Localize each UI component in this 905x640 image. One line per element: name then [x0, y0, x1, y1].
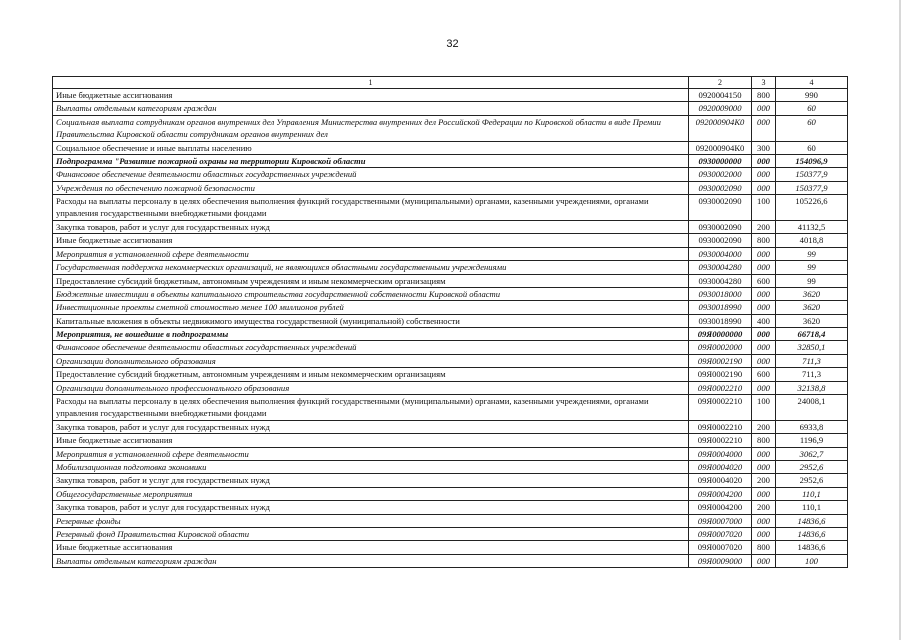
row-vr-cell: 800: [752, 89, 776, 102]
row-name-cell: Мероприятия, не вошедшие в подпрограммы: [53, 328, 689, 341]
row-name-cell: Организации дополнительного профессионального образования: [53, 381, 689, 394]
row-vr-cell: 000: [752, 487, 776, 500]
table-row: [53, 115, 848, 141]
row-vr-cell: 000: [752, 354, 776, 367]
row-code-cell: 09Я0002190: [689, 354, 752, 367]
table-row: [53, 328, 848, 341]
row-name-cell: Закупка товаров, работ и услуг для государственных нужд: [53, 474, 689, 487]
row-amount-cell: 4018,8: [776, 234, 848, 247]
row-amount-cell: 150377,9: [776, 168, 848, 181]
row-amount-cell: 99: [776, 261, 848, 274]
row-code-cell: 0930018990: [689, 314, 752, 327]
row-code-cell: 0920004150: [689, 89, 752, 102]
row-code-cell: 09Я0002210: [689, 434, 752, 447]
table-row: [53, 487, 848, 500]
row-amount-cell: 3620: [776, 314, 848, 327]
row-amount-cell: 100: [776, 554, 848, 567]
table-row: [53, 447, 848, 460]
row-code-cell: 09Я0002190: [689, 368, 752, 381]
table-row: [53, 274, 848, 287]
row-vr-cell: 000: [752, 301, 776, 314]
row-vr-cell: 000: [752, 514, 776, 527]
header-col-2: 2: [689, 77, 752, 89]
row-amount-cell: 60: [776, 102, 848, 115]
row-vr-cell: 100: [752, 395, 776, 421]
row-amount-cell: 14836,6: [776, 541, 848, 554]
row-vr-cell: 200: [752, 420, 776, 433]
table-row: [53, 247, 848, 260]
row-name-cell: Иные бюджетные ассигнования: [53, 541, 689, 554]
table-row: [53, 195, 848, 221]
row-vr-cell: 000: [752, 115, 776, 141]
row-amount-cell: 60: [776, 141, 848, 154]
row-amount-cell: 24008,1: [776, 395, 848, 421]
row-name-cell: Резервный фонд Правительства Кировской области: [53, 527, 689, 540]
row-code-cell: 0930004280: [689, 274, 752, 287]
header-col-4: 4: [776, 77, 848, 89]
row-amount-cell: 2952,6: [776, 460, 848, 473]
row-name-cell: Выплаты отдельным категориям граждан: [53, 554, 689, 567]
table-row: [53, 434, 848, 447]
row-name-cell: Резервные фонды: [53, 514, 689, 527]
table-row: [53, 381, 848, 394]
row-code-cell: 09Я0004000: [689, 447, 752, 460]
row-code-cell: 0930018990: [689, 301, 752, 314]
row-name-cell: Иные бюджетные ассигнования: [53, 89, 689, 102]
row-code-cell: 0930002090: [689, 195, 752, 221]
row-code-cell: 09Я0004020: [689, 460, 752, 473]
row-amount-cell: 99: [776, 247, 848, 260]
row-name-cell: Расходы на выплаты персоналу в целях обеспечения выполнения функций государственными (муниципальными) органами, казенными учреждениями, органами управления государственными внебюджетными фондами: [53, 195, 689, 221]
row-amount-cell: 14836,6: [776, 527, 848, 540]
row-code-cell: 0930002090: [689, 220, 752, 233]
row-amount-cell: 3062,7: [776, 447, 848, 460]
row-code-cell: 09Я0000000: [689, 328, 752, 341]
row-amount-cell: 110,1: [776, 487, 848, 500]
row-amount-cell: 2952,6: [776, 474, 848, 487]
row-vr-cell: 000: [752, 328, 776, 341]
row-amount-cell: 32850,1: [776, 341, 848, 354]
table-row: [53, 261, 848, 274]
row-name-cell: Мероприятия в установленной сфере деятельности: [53, 447, 689, 460]
row-name-cell: Бюджетные инвестиции в объекты капитального строительства государственной собственности Кировской области: [53, 287, 689, 300]
row-amount-cell: 66718,4: [776, 328, 848, 341]
row-amount-cell: 711,3: [776, 354, 848, 367]
row-name-cell: Предоставление субсидий бюджетным, автономным учреждениям и иным некоммерческим организациям: [53, 368, 689, 381]
row-code-cell: 0930002090: [689, 181, 752, 194]
row-vr-cell: 200: [752, 220, 776, 233]
row-vr-cell: 600: [752, 274, 776, 287]
table-row: [53, 527, 848, 540]
row-vr-cell: 000: [752, 381, 776, 394]
header-row: [53, 77, 848, 89]
row-amount-cell: 14836,6: [776, 514, 848, 527]
table-row: [53, 102, 848, 115]
row-name-cell: Иные бюджетные ассигнования: [53, 434, 689, 447]
table-row: [53, 368, 848, 381]
row-code-cell: 09Я0004200: [689, 501, 752, 514]
row-code-cell: 09Я0002210: [689, 395, 752, 421]
row-vr-cell: 000: [752, 154, 776, 167]
row-vr-cell: 000: [752, 102, 776, 115]
row-name-cell: Выплаты отдельным категориям граждан: [53, 102, 689, 115]
row-name-cell: Учреждения по обеспечению пожарной безопасности: [53, 181, 689, 194]
row-name-cell: Финансовое обеспечение деятельности областных государственных учреждений: [53, 341, 689, 354]
row-amount-cell: 41132,5: [776, 220, 848, 233]
row-amount-cell: 1196,9: [776, 434, 848, 447]
row-name-cell: Мобилизационная подготовка экономики: [53, 460, 689, 473]
row-name-cell: Предоставление субсидий бюджетным, автономным учреждениям и иным некоммерческим организациям: [53, 274, 689, 287]
row-amount-cell: 105226,6: [776, 195, 848, 221]
table-row: [53, 420, 848, 433]
table-row: [53, 89, 848, 102]
row-vr-cell: 200: [752, 501, 776, 514]
table-row: [53, 354, 848, 367]
row-vr-cell: 000: [752, 181, 776, 194]
row-amount-cell: 99: [776, 274, 848, 287]
row-vr-cell: 000: [752, 341, 776, 354]
row-amount-cell: 154096,9: [776, 154, 848, 167]
table-row: [53, 154, 848, 167]
table-row: [53, 460, 848, 473]
row-vr-cell: 000: [752, 287, 776, 300]
row-code-cell: 09Я0007000: [689, 514, 752, 527]
table-row: [53, 541, 848, 554]
row-amount-cell: 6933,8: [776, 420, 848, 433]
row-amount-cell: 32138,8: [776, 381, 848, 394]
row-code-cell: 0930000000: [689, 154, 752, 167]
row-amount-cell: 150377,9: [776, 181, 848, 194]
row-vr-cell: 000: [752, 527, 776, 540]
table-row: [53, 301, 848, 314]
row-code-cell: 092000904К0: [689, 141, 752, 154]
table-row: [53, 168, 848, 181]
row-amount-cell: 3620: [776, 287, 848, 300]
row-code-cell: 0930002000: [689, 168, 752, 181]
row-vr-cell: 600: [752, 368, 776, 381]
page-number: 32: [446, 38, 459, 50]
row-vr-cell: 400: [752, 314, 776, 327]
table-row: [53, 220, 848, 233]
row-code-cell: 0920009000: [689, 102, 752, 115]
budget-table: [52, 76, 848, 568]
row-name-cell: Социальное обеспечение и иные выплаты населению: [53, 141, 689, 154]
table-row: [53, 181, 848, 194]
row-vr-cell: 800: [752, 434, 776, 447]
row-name-cell: Капитальные вложения в объекты недвижимого имущества государственной (муниципальной) собственности: [53, 314, 689, 327]
row-code-cell: 0930018000: [689, 287, 752, 300]
row-name-cell: Государственная поддержка некоммерческих организаций, не являющихся областными государственными учреждениями: [53, 261, 689, 274]
row-vr-cell: 000: [752, 460, 776, 473]
row-vr-cell: 000: [752, 554, 776, 567]
table-row: [53, 514, 848, 527]
row-amount-cell: 60: [776, 115, 848, 141]
table-row: [53, 395, 848, 421]
row-code-cell: 09Я0002000: [689, 341, 752, 354]
row-code-cell: 09Я0002210: [689, 381, 752, 394]
row-amount-cell: 110,1: [776, 501, 848, 514]
row-name-cell: Финансовое обеспечение деятельности областных государственных учреждений: [53, 168, 689, 181]
row-code-cell: 0930004000: [689, 247, 752, 260]
row-code-cell: 0930002090: [689, 234, 752, 247]
row-code-cell: 092000904К0: [689, 115, 752, 141]
row-code-cell: 09Я0004200: [689, 487, 752, 500]
row-name-cell: Иные бюджетные ассигнования: [53, 234, 689, 247]
row-vr-cell: 200: [752, 474, 776, 487]
row-amount-cell: 3620: [776, 301, 848, 314]
row-amount-cell: 711,3: [776, 368, 848, 381]
row-vr-cell: 000: [752, 261, 776, 274]
table-row: [53, 554, 848, 567]
row-code-cell: 09Я0002210: [689, 420, 752, 433]
row-name-cell: Социальная выплата сотрудникам органов внутренних дел Управления Министерства внутренних дел Российской Федерации по Кировской области в виде Премии Правительства Кировской области сотрудникам органов внутренних дел: [53, 115, 689, 141]
row-code-cell: 0930004280: [689, 261, 752, 274]
row-name-cell: Расходы на выплаты персоналу в целях обеспечения выполнения функций государственными (муниципальными) органами, казенными учреждениями, органами управления государственными внебюджетными фондами: [53, 395, 689, 421]
row-name-cell: Общегосударственные мероприятия: [53, 487, 689, 500]
row-name-cell: Организации дополнительного образования: [53, 354, 689, 367]
scan-edge: [899, 0, 901, 640]
header-col-3: 3: [752, 77, 776, 89]
table-row: [53, 287, 848, 300]
row-vr-cell: 100: [752, 195, 776, 221]
table-row: [53, 234, 848, 247]
table-row: [53, 341, 848, 354]
table-row: [53, 474, 848, 487]
row-vr-cell: 000: [752, 447, 776, 460]
row-vr-cell: 300: [752, 141, 776, 154]
row-code-cell: 09Я0009000: [689, 554, 752, 567]
row-code-cell: 09Я0004020: [689, 474, 752, 487]
row-code-cell: 09Я0007020: [689, 541, 752, 554]
row-vr-cell: 800: [752, 541, 776, 554]
row-name-cell: Закупка товаров, работ и услуг для государственных нужд: [53, 220, 689, 233]
table-row: [53, 141, 848, 154]
header-col-1: 1: [53, 77, 689, 89]
table-row: [53, 501, 848, 514]
row-code-cell: 09Я0007020: [689, 527, 752, 540]
row-name-cell: Инвестиционные проекты сметной стоимостью менее 100 миллионов рублей: [53, 301, 689, 314]
row-name-cell: Мероприятия в установленной сфере деятельности: [53, 247, 689, 260]
row-name-cell: Подпрограмма "Развитие пожарной охраны на территории Кировской области: [53, 154, 689, 167]
row-name-cell: Закупка товаров, работ и услуг для государственных нужд: [53, 501, 689, 514]
row-vr-cell: 000: [752, 247, 776, 260]
budget-table-body: [53, 77, 848, 568]
row-vr-cell: 800: [752, 234, 776, 247]
row-amount-cell: 990: [776, 89, 848, 102]
row-vr-cell: 000: [752, 168, 776, 181]
table-row: [53, 314, 848, 327]
row-name-cell: Закупка товаров, работ и услуг для государственных нужд: [53, 420, 689, 433]
